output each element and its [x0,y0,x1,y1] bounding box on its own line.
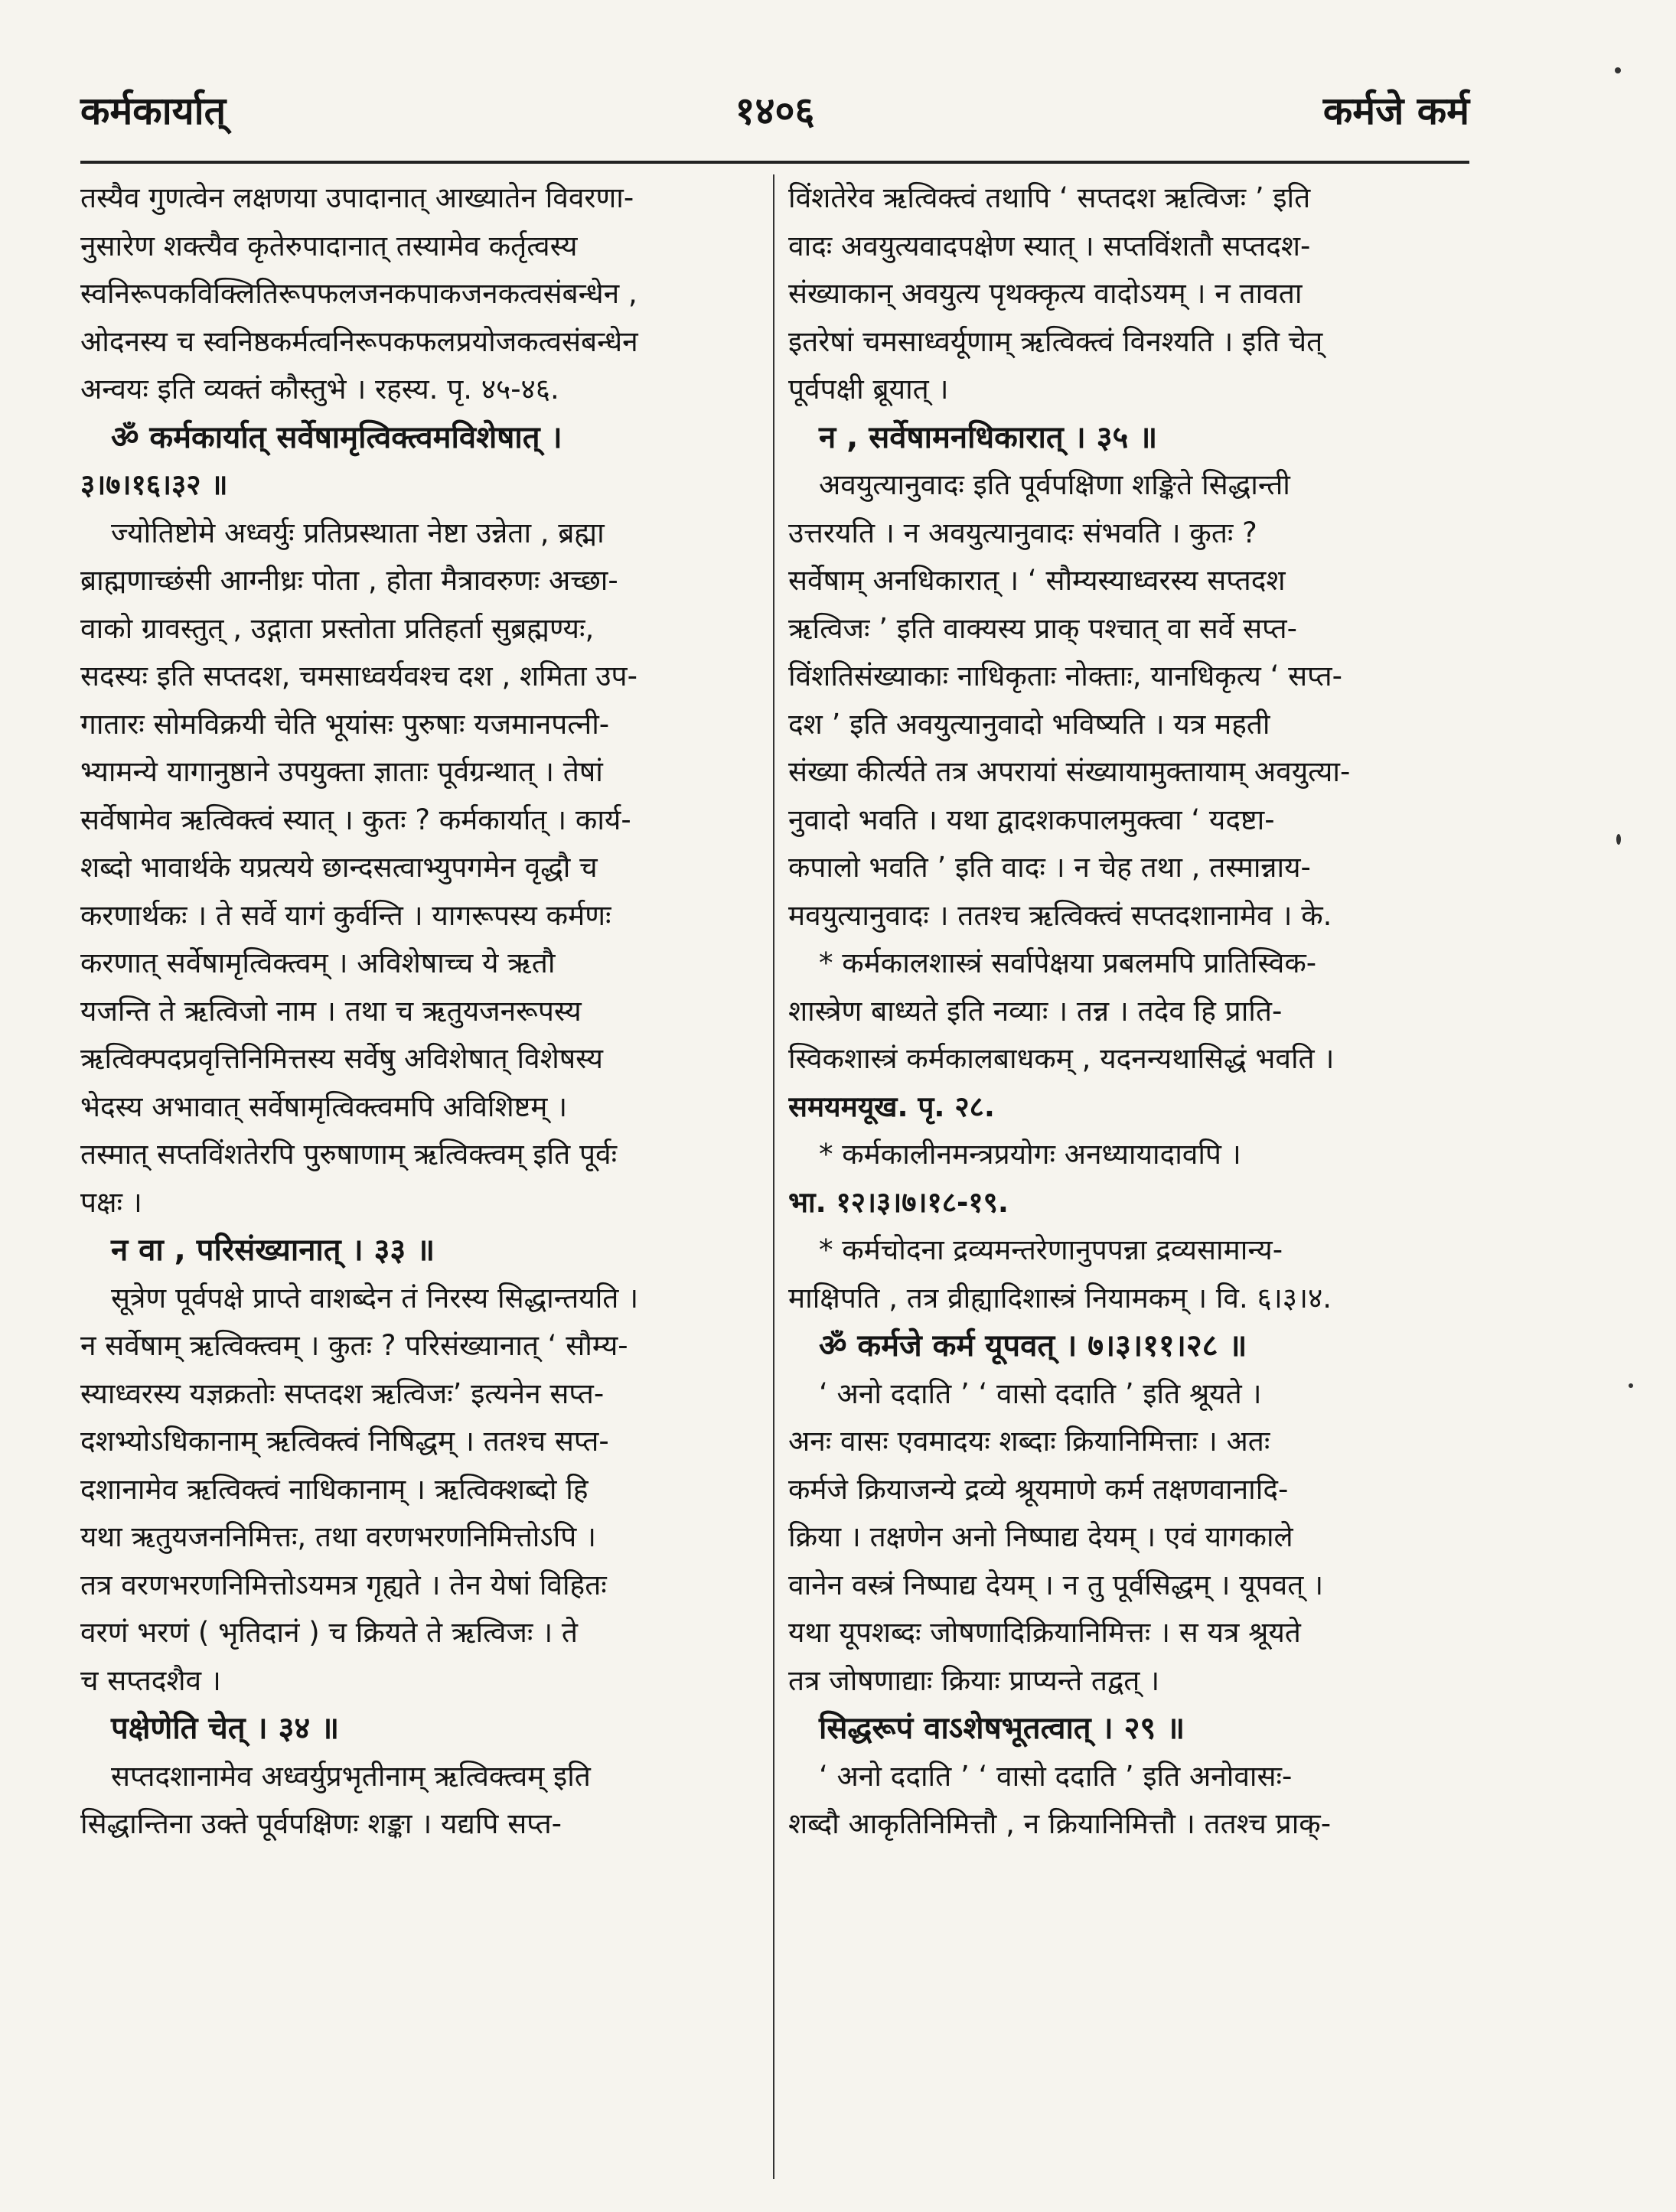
column-divider [773,174,774,2179]
source-reference: समयमयूख. पृ. २८. [788,1090,995,1123]
text-line: मवयुत्यानुवादः । ततश्च ऋत्विक्त्वं सप्तदशानामेव । के. [788,898,1332,932]
source-reference: भा. १२।३।७।१८-१९. [788,1185,1009,1219]
scan-speck [1616,834,1621,845]
text-line: ‘ अनो ददाति ’ ‘ वासो ददाति ’ इति श्रूयते । [819,1376,1262,1410]
text-line: न सर्वेषाम् ऋत्विक्त्वम् । कुतः ? परिसंख्यानात् ‘ सौम्य- [80,1329,628,1362]
text-line: भ्यामन्ये यागानुष्ठाने उपयुक्ता ज्ञाताः पूर्वग्रन्थात् । तेषां [80,755,603,788]
page-header [80,77,1469,145]
text-line: तत्र वरणभरणनिमित्तोऽयमत्र गृह्यते । तेन येषां विहितः [80,1568,607,1601]
text-line: दशभ्योऽधिकानाम् ऋत्विक्त्वं निषिद्धम् । ततश्च सप्त- [80,1425,609,1458]
text-line: करणार्थकः । ते सर्वे यागं कुर्वन्ति । यागरूपस्य कर्मणः [80,898,611,932]
sutra-heading: ॐ कर्मकार्यात् सर्वेषामृत्विक्त्वमविशेषात् । [111,419,562,455]
text-line: सिद्धान्तिना उक्ते पूर्वपक्षिणः शङ्का । यद्यपि सप्त- [80,1807,562,1840]
text-line: स्याध्वरस्य यज्ञक्रतोः सप्तदश ऋत्विजः’ इत्यनेन सप्त- [80,1376,605,1410]
text-line: तस्यैव गुणत्वेन लक्षणया उपादानात् आख्यातेन विवरणा- [80,181,634,214]
entry-line: * कर्मकालीनमन्त्रप्रयोगः अनध्यायादावपि । [819,1138,1241,1171]
entry-line: * कर्मकालशास्त्रं सर्वापेक्षया प्रबलमपि प्रातिस्विक- [819,946,1317,979]
text-line: सर्वेषामेव ऋत्विक्त्वं स्यात् । कुतः ? कर्मकार्यात् । कार्य- [80,803,631,836]
page-number: १४०६ [735,89,815,133]
scan-speck [1629,1383,1633,1388]
text-line: कपालो भवति ’ इति वादः । न चेह तथा , तस्मान्नाय- [788,851,1311,884]
text-line: स्विकशास्त्रं कर्मकालबाधकम् , यदनन्यथासिद्धं भवति । [788,1042,1335,1075]
text-line: ओदनस्य च स्वनिष्ठकर्मत्वनिरूपकफलप्रयोजकत्वसंबन्धेन [80,324,638,358]
text-line: शब्दो भावार्थके यप्रत्यये छान्दसत्वाभ्युपगमेन वृद्धौ च [80,851,598,884]
text-line: च सप्तदशैव । [80,1663,221,1697]
text-line: गातारः सोमविक्रयी चेति भूयांसः पुरुषाः यजमानपत्नी- [80,707,610,741]
text-line: यजन्ति ते ऋत्विजो नाम । तथा च ऋतुयजनरूपस्य [80,994,582,1028]
text-line: करणात् सर्वेषामृत्विक्त्वम् । अविशेषाच्च ये ऋतौ [80,946,556,979]
text-line: यथा यूपशब्दः जोषणादिक्रियानिमित्तः । स यत्र श्रूयते [788,1616,1301,1649]
scan-speck [1615,67,1621,73]
text-line: संख्या कीर्त्यते तत्र अपरायां संख्यायामुक्तायाम् अवयुत्या- [788,755,1351,788]
text-line: वानेन वस्त्रं निष्पाद्य देयम् । न तु पूर्वसिद्धम् । यूपवत् । [788,1568,1324,1601]
right-column [788,174,1469,2179]
text-line: तत्र जोषणाद्याः क्रियाः प्राप्यन्ते तद्वत् । [788,1663,1160,1697]
sutra-heading: न वा , परिसंख्यानात् । ३३ ॥ [111,1233,435,1268]
text-line: सदस्यः इति सप्तदश, चमसाध्वर्यवश्च दश , शमिता उप- [80,660,637,692]
text-line: पक्षः । [80,1185,142,1219]
text-line: शब्दौ आकृतिनिमित्तौ , न क्रियानिमित्तौ । ततश्च प्राक्- [788,1807,1332,1840]
text-line: पूर्वपक्षी ब्रूयात् । [788,373,949,406]
text-line: दश ’ इति अवयुत्यानुवादो भविष्यति । यत्र महती [788,707,1270,741]
text-line: ऋत्विक्पदप्रवृत्तिनिमित्तस्य सर्वेषु अविशेषात् विशेषस्य [80,1042,604,1075]
sutra-heading: सिद्धरूपं वाऽशेषभूतत्वात् । २९ ॥ [819,1711,1185,1746]
text-line: नुसारेण शक्त्यैव कृतेरुपादानात् तस्यामेव कर्तृत्वस्य [80,229,578,262]
text-line: सर्वेषाम् अनधिकारात् । ‘ सौम्यस्याध्वरस्य सप्तदश [788,564,1286,597]
text-line: ‘ अनो ददाति ’ ‘ वासो ददाति ’ इति अनोवासः- [819,1759,1293,1793]
text-line: संख्याकान् अवयुत्य पृथक्कृत्य वादोऽयम् । न तावता [788,277,1303,310]
text-line: यथा ऋतुयजननिमित्तः, तथा वरणभरणनिमित्तोऽपि । [80,1520,597,1553]
text-line: कर्मजे क्रियाजन्ये द्रव्ये श्रूयमाणे कर्म तक्षणवानादि- [788,1472,1289,1506]
text-line: माक्षिपति , तत्र व्रीह्यादिशास्त्रं नियामकम् । वि. ६।३।४. [788,1281,1332,1314]
text-line: उत्तरयति । न अवयुत्यानुवादः संभवति । कुतः ? [788,516,1257,549]
text-line: सप्तदशानामेव अध्वर्युप्रभृतीनाम् ऋत्विक्त्वम् इति [111,1759,591,1793]
header-right-guideword: कर्मजे कर्म [1322,89,1469,133]
text-line: शास्त्रेण बाध्यते इति नव्याः । तन्न । तदेव हि प्राति- [788,994,1283,1028]
text-line: ऋत्विजः ’ इति वाक्यस्य प्राक् पश्चात् वा सर्वे सप्त- [788,611,1297,645]
text-line: नुवादो भवति । यथा द्वादशकपालमुक्त्वा ‘ यदष्टा- [788,803,1275,836]
text-line: इतरेषां चमसाध्वर्यूणाम् ऋत्विक्त्वं विनश्यति । इति चेत् [788,324,1323,358]
sutra-heading: न , सर्वेषामनधिकारात् । ३५ ॥ [819,419,1158,455]
text-line: क्रिया । तक्षणेन अनो निष्पाद्य देयम् । एवं यागकाले [788,1520,1293,1553]
text-line: अनः वासः एवमादयः शब्दाः क्रियानिमित्ताः । अतः [788,1425,1270,1458]
left-column [80,174,761,2179]
header-rule [80,161,1469,164]
text-line: वरणं भरणं ( भृतिदानं ) च क्रियते ते ऋत्विजः । ते [80,1616,578,1649]
text-line: सूत्रेण पूर्वपक्षे प्राप्ते वाशब्देन तं निरस्य सिद्धान्तयति । [111,1281,639,1314]
text-line: तस्मात् सप्तविंशतेरपि पुरुषाणाम् ऋत्विक्त्वम् इति पूर्वः [80,1138,618,1171]
text-line: विंशतिसंख्याकाः नाधिकृताः नोक्ताः, यानधिकृत्य ‘ सप्त- [788,660,1342,692]
text-line: वादः अवयुत्यवादपक्षेण स्यात् । सप्तविंशतौ सप्तदश- [788,229,1311,262]
text-line: विंशतेरेव ऋत्विक्त्वं तथापि ‘ सप्तदश ऋत्विजः ’ इति [788,181,1311,214]
text-line: वाको ग्रावस्तुत् , उद्गाता प्रस्तोता प्रतिहर्ता सुब्रह्मण्यः, [80,611,595,645]
sutra-reference: ३।७।१६।३२ ॥ [80,468,228,501]
entry-line: * कर्मचोदना द्रव्यमन्तरेणानुपपन्ना द्रव्यसामान्य- [819,1233,1283,1266]
text-line: भेदस्य अभावात् सर्वेषामृत्विक्त्वमपि अविशिष्टम् । [80,1090,568,1123]
text-line: दशानामेव ऋत्विक्त्वं नाधिकानाम् । ऋत्विक्शब्दो हि [80,1472,589,1506]
text-line: स्वनिरूपकविक्लितिरूपफलजनकपाकजनकत्वसंबन्धेन , [80,277,637,310]
sutra-heading: पक्षेणेति चेत् । ३४ ॥ [111,1711,340,1746]
text-line: अन्वयः इति व्यक्तं कौस्तुभे । रहस्य. पृ. ४५-४६. [80,373,559,406]
sutra-heading: ॐ कर्मजे कर्म यूपवत् । ७।३।११।२८ ॥ [819,1328,1247,1363]
header-left-guideword: कर्मकार्यात् [80,89,227,133]
text-line: अवयुत्यानुवादः इति पूर्वपक्षिणा शङ्किते सिद्धान्ती [819,468,1290,501]
text-line: ब्राह्मणाच्छंसी आग्नीध्रः पोता , होता मैत्रावरुणः अच्छा- [80,564,618,597]
text-line: ज्योतिष्टोमे अध्वर्युः प्रतिप्रस्थाता नेष्टा उन्नेता , ब्रह्मा [111,516,605,549]
